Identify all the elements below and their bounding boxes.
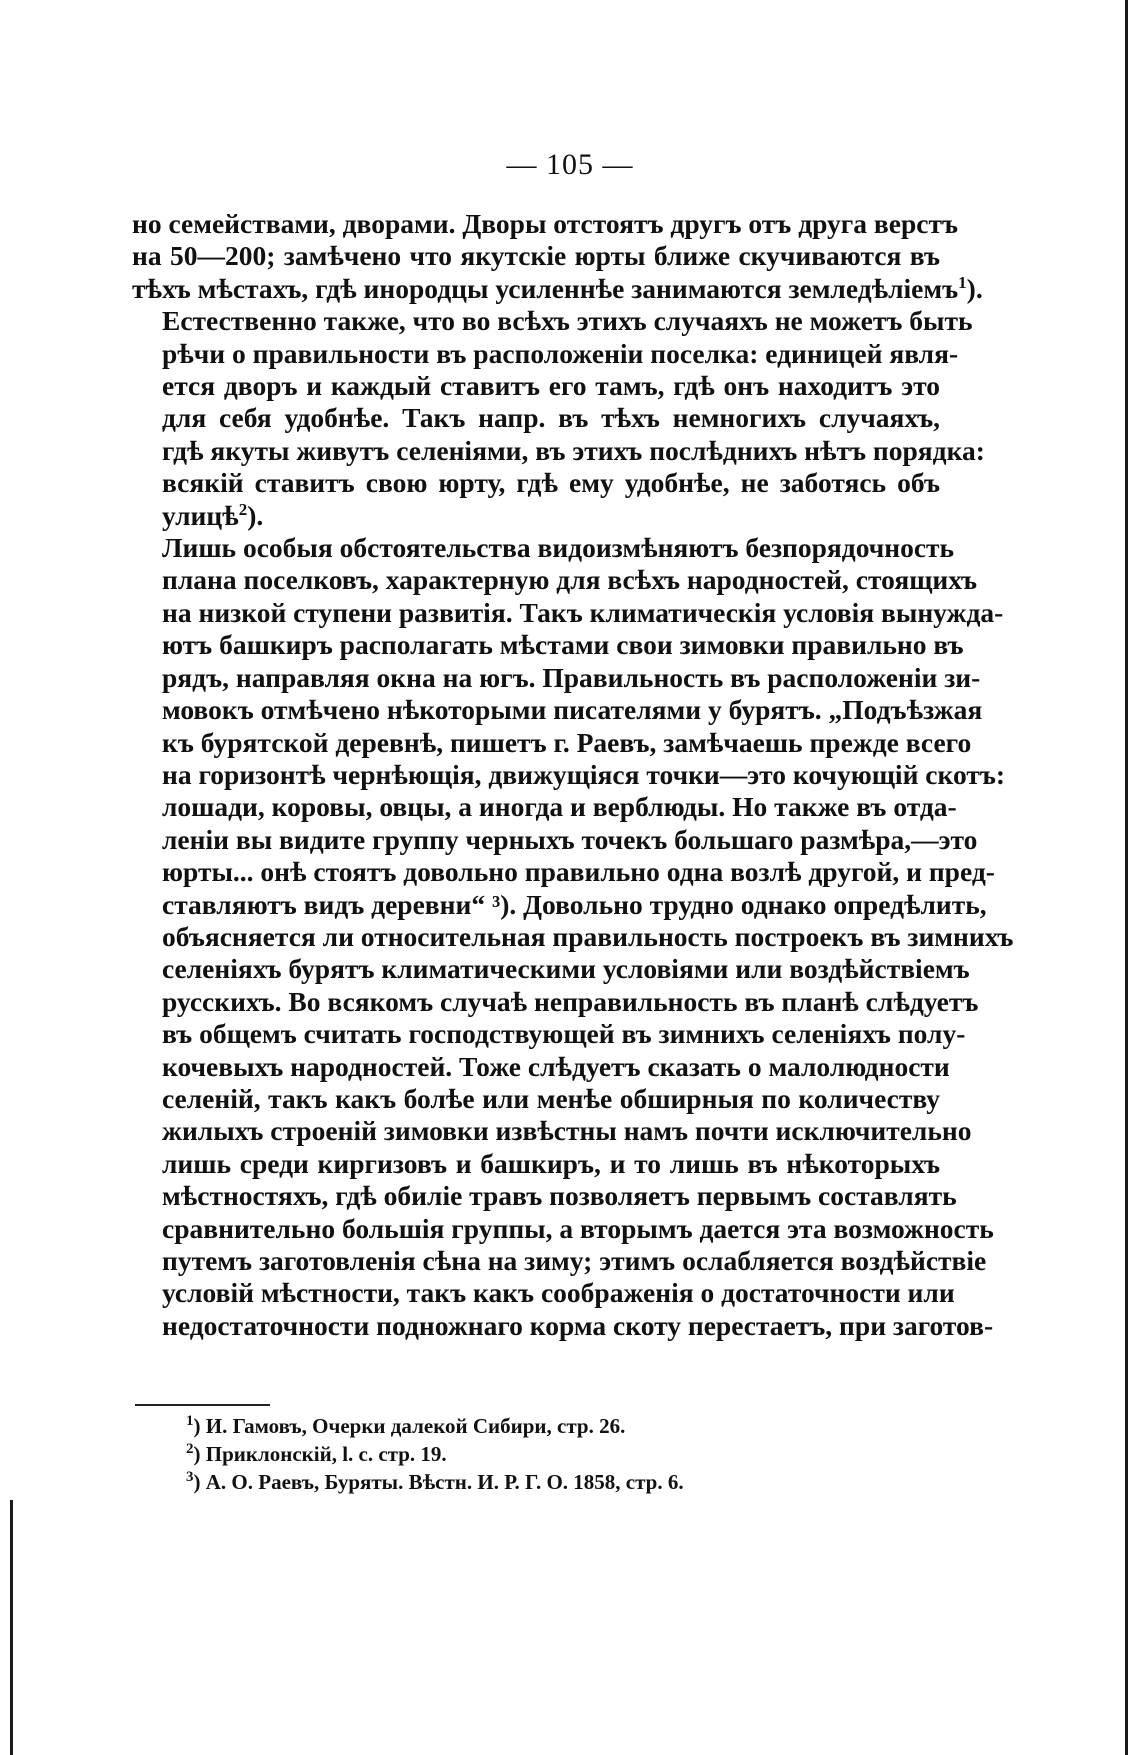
text-line: мовокъ отмѣчено нѣкоторыми писателями у бурятъ. „Подъѣзжая	[162, 694, 983, 726]
text-tail: ).	[966, 272, 983, 304]
text-line: путемъ заготовленія сѣна на зиму; этимъ ослабляется воздѣйствіе	[162, 1245, 987, 1276]
footnote-mark: 3	[186, 1469, 194, 1485]
text-line: лишь среди киргизовъ и башкиръ, и то лишь въ нѣкоторыхъ	[162, 1147, 940, 1179]
footnote-mark: 2	[186, 1441, 194, 1457]
text-line: на горизонтѣ чернѣющія, движущіяся точки—это кочующій скотъ:	[162, 758, 1006, 790]
text-line: рѣчи о правильности въ расположеніи поселка: единицей явля-	[162, 337, 959, 369]
text-line: условій мѣстности, такъ какъ соображенія о достаточности или	[162, 1277, 955, 1309]
text-line: на 50—200; замѣчено что якутскіе юрты ближе скучиваются въ	[132, 240, 940, 272]
paragraph	[132, 532, 1014, 1342]
text-line: сравнительно большія группы, а вторымъ дается эта возможность	[162, 1212, 994, 1244]
text-line: леніи вы видите группу черныхъ точекъ большаго размѣра,—это	[162, 823, 978, 855]
text-line: недостаточности подножнаго корма скоту перестаетъ, при заготов-	[162, 1309, 994, 1341]
text-line: ютъ башкиръ располагать мѣстами свои зимовки правильно въ	[162, 629, 964, 661]
page-edge-rule-left	[10, 1500, 13, 1755]
text-line: въ общемъ считать господствующей въ зимнихъ селеніяхъ полу-	[162, 1018, 966, 1050]
text-line: тѣхъ мѣстахъ, гдѣ инородцы усиленнѣе занимаются земледѣліемъ$^1$).	[132, 272, 983, 304]
text-line: мѣстностяхъ, гдѣ обиліе травъ позволяетъ первымъ составлять	[162, 1180, 957, 1212]
text-line: объясняется ли относительная правильность построекъ въ зимнихъ	[162, 920, 1014, 952]
footnote-reference: 1	[958, 272, 967, 292]
text-tail: ).	[247, 499, 264, 531]
footnote	[186, 1468, 886, 1496]
text-line: всякій ставитъ свою юрту, гдѣ ему удобнѣе, не заботясь объ	[162, 467, 940, 499]
text-line: для себя удобнѣе. Такъ напр. въ тѣхъ немногихъ случаяхъ,	[162, 402, 940, 434]
text-line: къ бурятской деревнѣ, пишетъ г. Раевъ, замѣчаешь прежде всего	[162, 726, 972, 758]
footnote	[186, 1412, 886, 1440]
text-line: Естественно также, что во всѣхъ этихъ случаяхъ не можетъ быть	[162, 305, 973, 337]
text-line: юрты... онѣ стоятъ довольно правильно одна возлѣ другой, и пред-	[162, 856, 995, 888]
text-line: плана поселковъ, характерную для всѣхъ народностей, стоящихъ	[162, 564, 977, 596]
text-line: селеніяхъ бурятъ климатическими условіями или воздѣйствіемъ	[162, 953, 970, 985]
text-line: лошади, коровы, овцы, а иногда и верблюды. Но также въ отда-	[162, 791, 957, 823]
text-line: улицѣ$^2$).	[162, 499, 264, 531]
text-line: на низкой ступени развитія. Такъ климатическія условія вынужда-	[162, 596, 1004, 628]
paragraph	[132, 208, 983, 305]
text-line: ется дворъ и каждый ставитъ его тамъ, гдѣ онъ находитъ это	[162, 370, 940, 402]
footnote-text: ) И. Гамовъ, Очерки далекой Сибири, стр. 26.	[193, 1414, 626, 1438]
text-line: русскихъ. Во всякомъ случаѣ неправильность въ планѣ слѣдуетъ	[162, 985, 979, 1017]
footnote-mark: 1	[186, 1413, 194, 1429]
text-line: жилыхъ строеній зимовки извѣстны намъ почти исключительно	[162, 1115, 972, 1147]
footnotes	[186, 1412, 886, 1496]
footnote-text: ) А. О. Раевъ, Буряты. Вѣстн. И. Р. Г. О. 1858, стр. 6.	[193, 1470, 684, 1494]
footnote-text: ) Приклонскій, l. c. стр. 19.	[193, 1442, 447, 1466]
footnote	[186, 1440, 886, 1468]
text-line: ставляютъ видъ деревни“ ³). Довольно трудно однако опредѣлить,	[162, 888, 987, 920]
text-line: рядъ, направляя окна на югъ. Правильность въ расположеніи зи-	[162, 661, 981, 693]
text-line: но семействами, дворами. Дворы отстоятъ другъ отъ друга верстъ	[132, 208, 959, 239]
text-line: кочевыхъ народностей. Тоже слѣдуетъ сказать о малолюдности	[162, 1050, 950, 1082]
text-line: селеній, такъ какъ болѣе или менѣе обширныя по количеству	[162, 1082, 940, 1114]
text-line: гдѣ якуты живутъ селеніями, въ этихъ послѣднихъ нѣтъ порядка:	[162, 434, 985, 466]
paragraph	[132, 305, 985, 532]
page-edge-rule-right	[1125, 0, 1128, 1755]
footnote-reference: 2	[238, 499, 248, 519]
text-line: Лишь особыя обстоятельства видоизмѣняютъ безпорядочность	[162, 532, 955, 564]
footnote-separator	[135, 1404, 270, 1406]
page-number: — 105 —	[506, 148, 634, 181]
main-text	[132, 208, 1014, 1342]
